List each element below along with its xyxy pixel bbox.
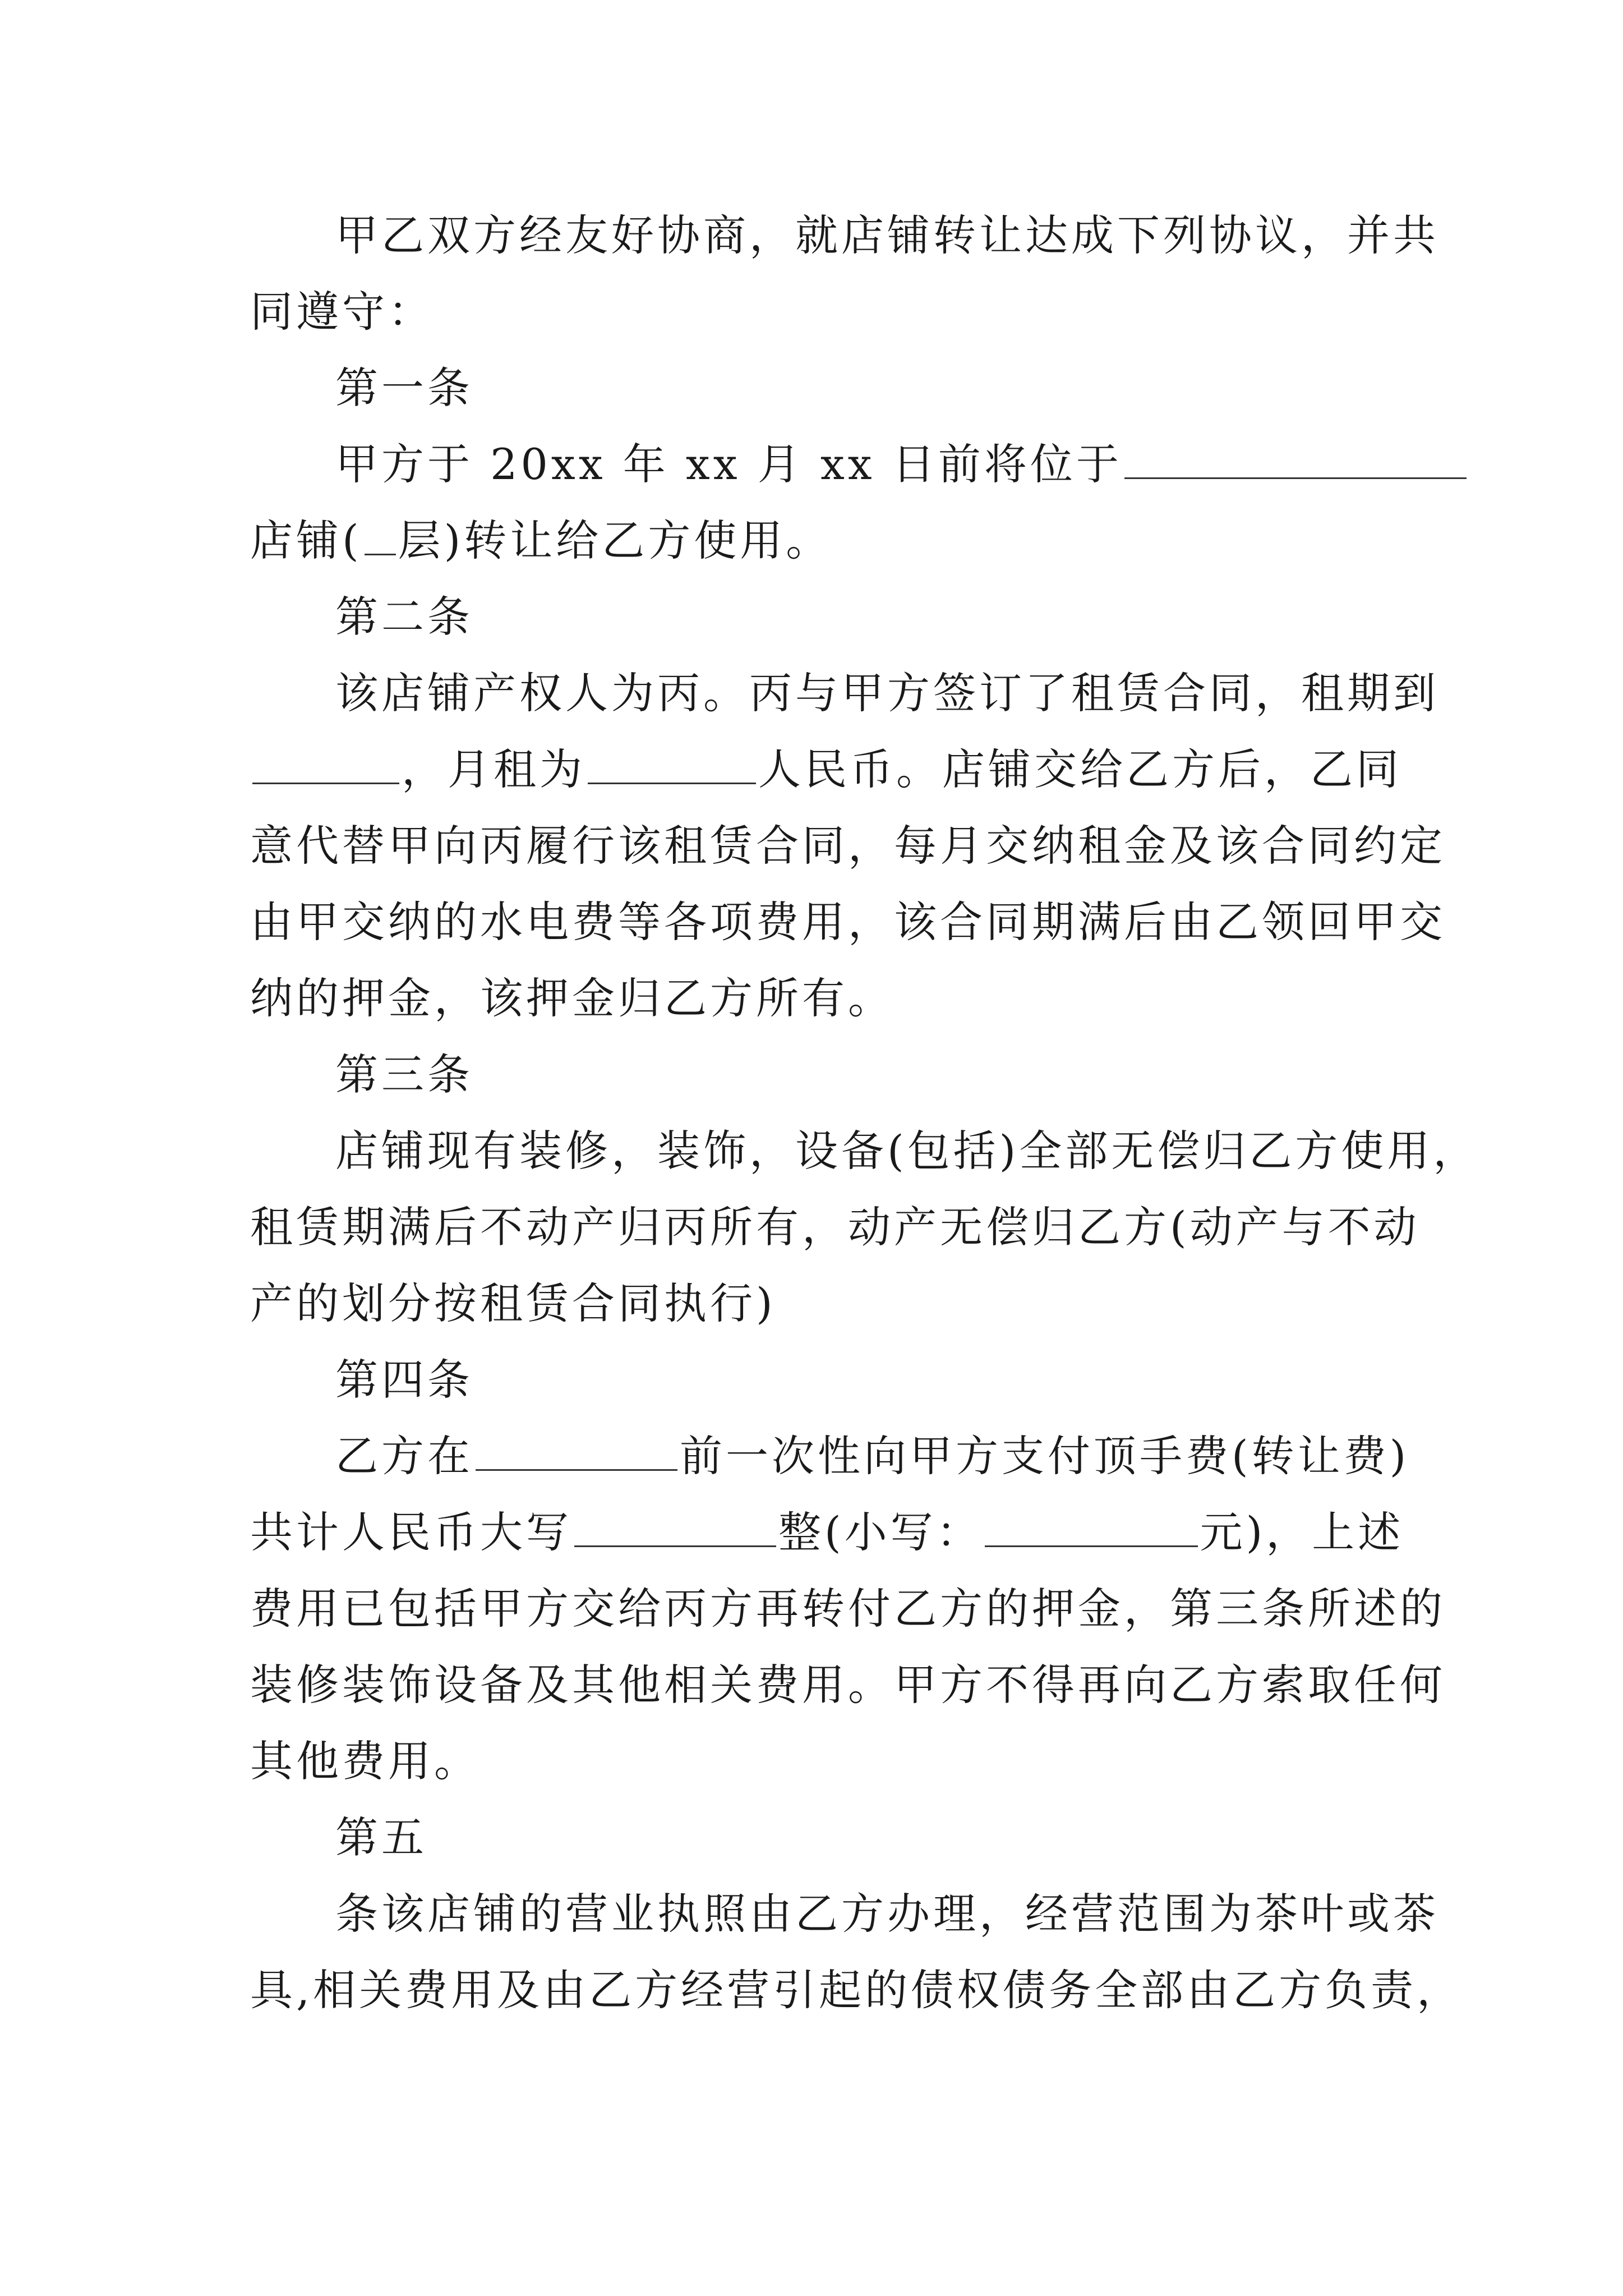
preamble-text: 甲乙双方经友好协商，就店铺转让达成下列协议，并共 [335, 210, 1439, 260]
article-text: 前一次性向甲方支付顶手费(转让费) [680, 1431, 1410, 1481]
article-4-line-3 [250, 1571, 1446, 1647]
article-text: 产的划分按租赁合同执行) [250, 1278, 776, 1328]
lease-term-blank [252, 749, 399, 784]
article-text: 其他费用。 [250, 1736, 480, 1786]
article-text: 共计人民币大写 [250, 1507, 572, 1557]
article-title: 第四条 [335, 1355, 473, 1405]
article-4-line-2 [250, 1494, 1404, 1571]
article-2-line-5 [250, 960, 1394, 1037]
monthly-rent-blank [588, 749, 756, 784]
article-text: 租赁期满后不动产归丙所有，动产无偿归乙方(动产与不动 [250, 1202, 1420, 1252]
document-body [250, 197, 1479, 2028]
article-text: 纳的押金，该押金归乙方所有。 [250, 973, 894, 1023]
article-3-line-3 [250, 1266, 1394, 1342]
article-text: 费用已包括甲方交给丙方再转付乙方的押金，第三条所述的 [250, 1584, 1446, 1634]
preamble-line-2 [250, 274, 1394, 350]
amount-lowercase-blank [985, 1512, 1198, 1547]
article-text: 条该店铺的营业执照由乙方办理，经营范围为茶叶或茶 [335, 1889, 1439, 1939]
article-5-line-1 [250, 1876, 1439, 1952]
article-2-line-3 [250, 808, 1446, 884]
preamble-text: 同遵守： [250, 287, 434, 337]
article-3-title [250, 1037, 1394, 1113]
article-title: 第一条 [335, 363, 473, 413]
article-5-title [250, 1800, 1394, 1876]
article-text: 店铺( [250, 516, 362, 565]
article-4-line-5 [250, 1723, 1394, 1800]
article-text: 层)转让给乙方使用。 [398, 516, 832, 565]
article-2-line-1 [250, 655, 1439, 731]
article-2-line-2 [250, 731, 1402, 808]
article-1-line-2 [250, 503, 1394, 579]
article-text: 该店铺产权人为丙。丙与甲方签订了租赁合同，租期到 [335, 668, 1439, 718]
amount-uppercase-blank [574, 1512, 776, 1547]
article-3-line-2 [250, 1189, 1420, 1266]
article-text: 整(小写： [778, 1507, 983, 1557]
preamble-line-1 [250, 197, 1439, 274]
article-text: 人民币。店铺交给乙方后，乙同 [758, 744, 1402, 794]
article-text: 店铺现有装修，装饰，设备(包括)全部无偿归乙方使用， [335, 1126, 1479, 1176]
article-2-title [250, 579, 1394, 655]
article-title: 第三条 [335, 1050, 473, 1099]
article-text: 乙方在 [335, 1431, 473, 1481]
article-text: 意代替甲向丙履行该租赁合同，每月交纳租金及该合同约定 [250, 821, 1446, 871]
article-text: 装修装饰设备及其他相关费用。甲方不得再向乙方索取任何 [250, 1660, 1446, 1710]
address-blank [1124, 444, 1467, 479]
floor-blank [365, 520, 396, 555]
article-5-line-2 [250, 1952, 1463, 2028]
article-4-line-4 [250, 1647, 1446, 1723]
article-text: ，月租为 [402, 744, 585, 794]
article-text: 由甲交纳的水电费等各项费用，该合同期满后由乙领回甲交 [250, 897, 1446, 947]
article-1-line-1 [250, 426, 1394, 503]
article-text: 甲方于 20xx 年 xx 月 xx 日前将位于 [335, 439, 1122, 489]
article-title: 第二条 [335, 592, 473, 642]
article-4-title [250, 1342, 1394, 1418]
payment-date-blank [476, 1435, 677, 1471]
article-1-title [250, 350, 1394, 426]
article-4-line-1 [250, 1418, 1410, 1494]
article-text: 元)，上述 [1200, 1507, 1404, 1557]
article-title: 第五 [335, 1812, 427, 1862]
article-2-line-4 [250, 884, 1446, 960]
article-3-line-1 [250, 1113, 1479, 1189]
article-text: 具,相关费用及由乙方经营引起的债权债务全部由乙方负责， [250, 1965, 1463, 2015]
